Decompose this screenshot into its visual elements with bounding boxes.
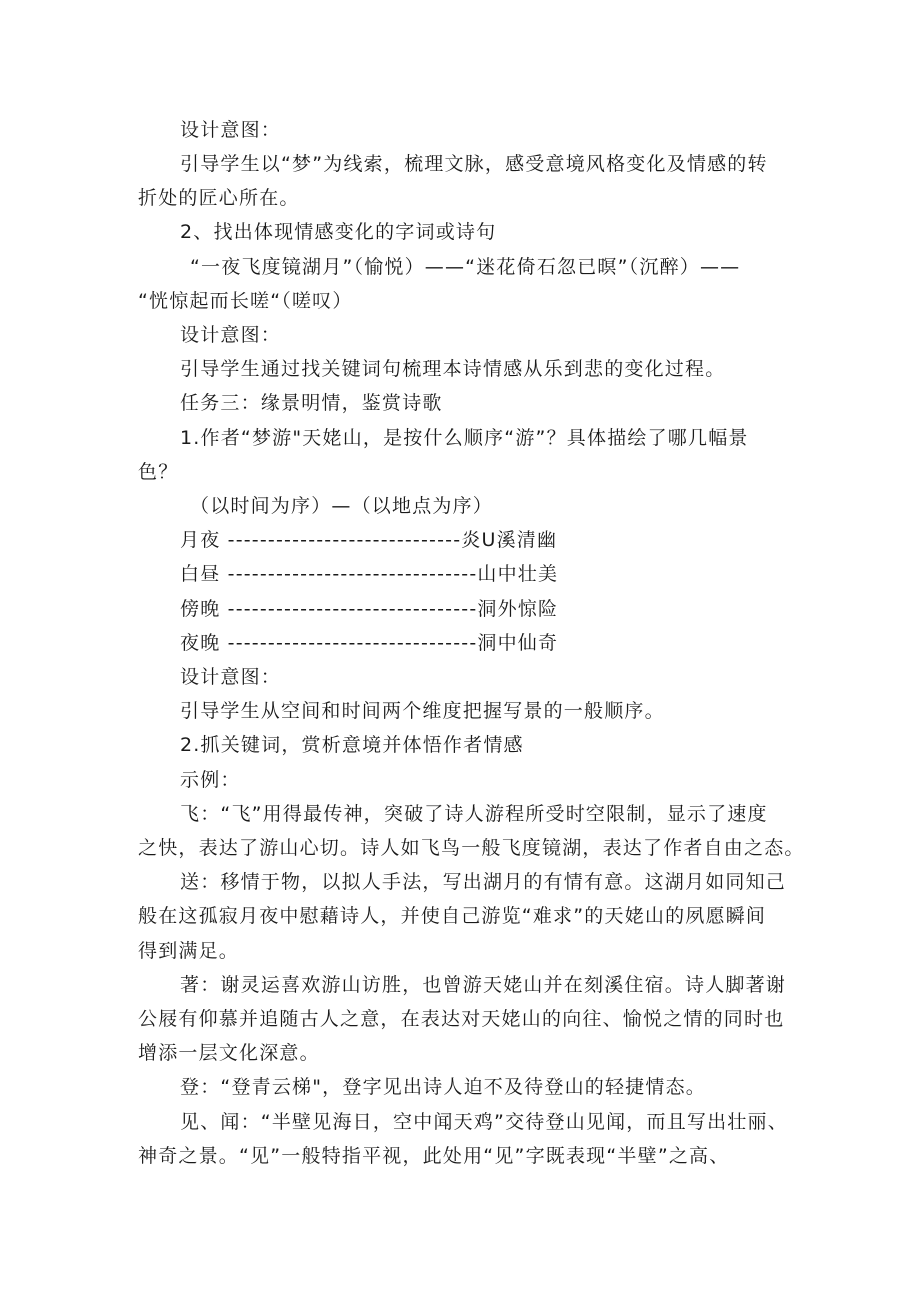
text-line: 增添一层文化深意。 <box>138 1042 320 1064</box>
text-line: 2.抓关键词，赏析意境并体悟作者情感 <box>180 734 524 756</box>
text-line: 设计意图： <box>180 666 282 688</box>
text-line: 引导学生从空间和时间两个维度把握写景的一般顺序。 <box>180 700 665 722</box>
text-line: 白昼 -------------------------------山中壮美 <box>180 563 559 585</box>
text-line: 色？ <box>138 461 179 483</box>
text-line: 夜晚 -------------------------------洞中仙奇 <box>180 632 559 654</box>
text-line: 公屐有仰慕并追随古人之意，在表达对天姥山的向往、愉悦之情的同时也 <box>138 1008 785 1030</box>
text-line: 2、找出体现情感变化的字词或诗句 <box>180 221 497 243</box>
text-line: 月夜 -----------------------------炎U溪清幽 <box>180 529 558 551</box>
text-line: 得到满足。 <box>138 940 240 962</box>
text-line: 般在这孤寂月夜中慰藉诗人，并使自己游览“难求”的天姥山的夙愿瞬间 <box>138 905 767 927</box>
text-line: “一夜飞度镜湖月”（愉悦）——“迷花倚石忽已暝”（沉醉）—— <box>190 256 741 278</box>
text-line: 引导学生通过找关键词句梳理本诗情感从乐到悲的变化过程。 <box>180 358 726 380</box>
text-line: 任务三：缘景明情，鉴赏诗歌 <box>180 392 443 414</box>
text-line: 飞：“飞”用得最传神，突破了诗人游程所受时空限制，显示了速度 <box>180 803 768 825</box>
text-line: 引导学生以“梦”为线索，梳理文脉，感受意境风格变化及情感的转 <box>180 153 768 175</box>
text-line: 设计意图： <box>180 119 282 141</box>
text-line: 登：“登青云梯"，登字见出诗人迫不及待登山的轻捷情态。 <box>180 1076 706 1098</box>
text-line: 设计意图： <box>180 324 282 346</box>
text-line: 神奇之景。“见”一般特指平视，此处用“见”字既表现“半壁”之高、 <box>138 1145 730 1167</box>
text-line: 傍晚 -------------------------------洞外惊险 <box>180 598 559 620</box>
text-line: 之快，表达了游山心切。诗人如飞鸟一般飞度镜湖，表达了作者自由之态。 <box>138 837 805 859</box>
text-line: 见、闻：“半壁见海日，空中闻天鸡”交待登山见闻，而且写出壮丽、 <box>180 1111 788 1133</box>
text-line: （以时间为序）—（以地点为序） <box>190 495 494 517</box>
text-line: 折处的匠心所在。 <box>138 187 300 209</box>
text-line: 1.作者“梦游"天姥山，是按什么顺序“游”？具体描绘了哪几幅景 <box>180 427 749 449</box>
text-line: 送：移情于物，以拟人手法，写出湖月的有情有意。这湖月如同知己 <box>180 871 787 893</box>
text-line: “恍惊起而长嗟“（嗟叹） <box>138 290 353 312</box>
text-line: 示例： <box>180 769 241 791</box>
text-line: 著：谢灵运喜欢游山访胜，也曾游天姥山并在刻溪住宿。诗人脚著谢 <box>180 974 787 996</box>
